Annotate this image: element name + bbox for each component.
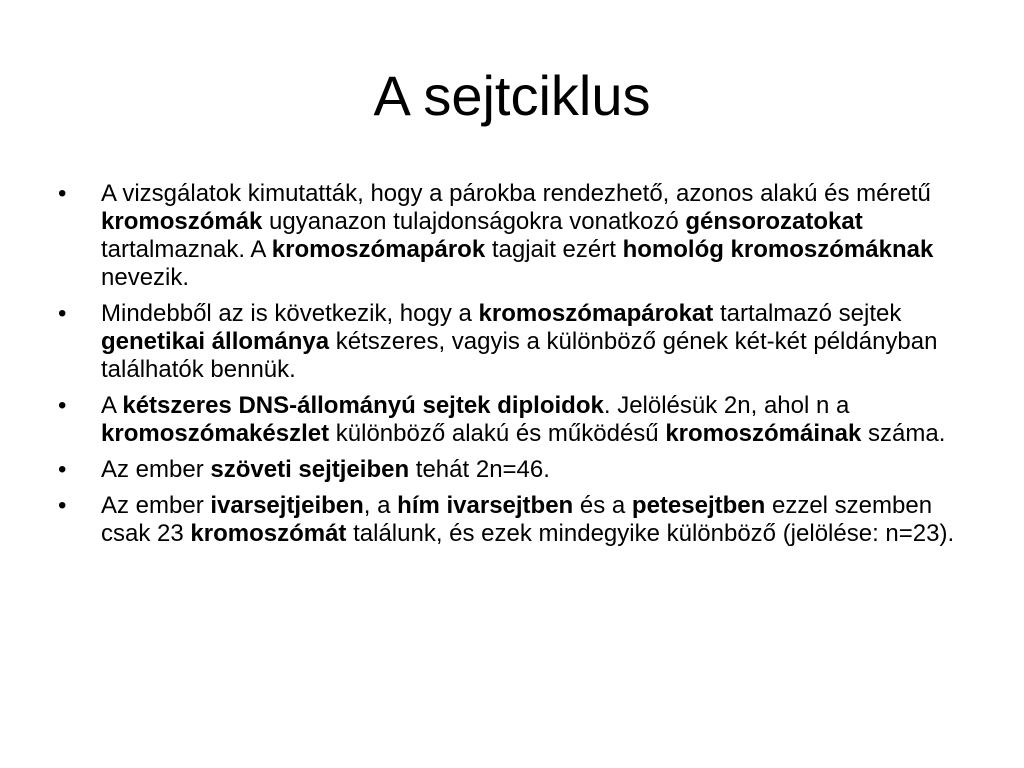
text-segment: tartalmaznak. A <box>101 236 272 263</box>
bold-term: kromoszómák <box>101 208 263 235</box>
bold-term: kétszeres DNS-állományú sejtek diploidok <box>122 392 604 419</box>
text-segment: Az ember <box>101 456 211 483</box>
text-segment: Az ember <box>101 492 211 519</box>
text-segment: A vizsgálatok kimutatták, hogy a párokba rendezhető, azonos alakú és méretű <box>101 180 931 207</box>
bullet-item <box>58 180 970 292</box>
text-segment: száma. <box>861 420 946 447</box>
text-segment: ugyanazon tulajdonságokra vonatkozó <box>262 208 686 235</box>
text-segment: Mindebből az is következik, hogy a <box>101 300 479 327</box>
bold-term: homológ kromoszómáknak <box>622 236 934 263</box>
bold-term: ivarsejtjeiben <box>210 492 364 519</box>
bold-term: kromoszómát <box>190 520 347 547</box>
bullet-marker: • <box>58 492 67 519</box>
bullet-marker: • <box>58 456 67 483</box>
bullet-marker: • <box>58 392 67 419</box>
text-segment: A <box>101 392 123 419</box>
bold-term: petesejtben <box>631 492 766 519</box>
slide-title: A sejtciklus <box>373 64 651 127</box>
bold-term: kromoszómapárokat <box>478 300 714 327</box>
text-segment: kétszeres, vagyis a különböző gének két-két példányban találhatók bennük. <box>101 328 938 383</box>
text-segment: . Jelölésük 2n, ahol n a <box>603 392 850 419</box>
text-segment: nevezik. <box>101 264 190 291</box>
text-segment: tartalmazó sejtek <box>713 300 902 327</box>
bold-term: génsorozatokat <box>685 208 863 235</box>
text-segment: és a <box>573 492 632 519</box>
text-segment: tagjait ezért <box>485 236 623 263</box>
text-segment: különböző alakú és működésű <box>329 420 666 447</box>
text-segment: tehát 2n=46. <box>409 456 550 483</box>
bullet-list <box>58 180 970 556</box>
bold-term: kromoszómáinak <box>665 420 862 447</box>
bold-term: hím ivarsejtben <box>397 492 574 519</box>
bullet-item <box>58 456 970 484</box>
bold-term: kromoszómakészlet <box>101 420 330 447</box>
bullet-item <box>58 492 970 548</box>
text-segment: ezzel szemben csak 23 <box>101 492 933 547</box>
bullet-marker: • <box>58 300 67 327</box>
bold-term: szöveti sejtjeiben <box>210 456 410 483</box>
text-segment: találunk, és ezek mindegyike különböző (jelölése: n=23). <box>346 520 955 547</box>
bold-term: kromoszómapárok <box>271 236 486 263</box>
bullet-item <box>58 300 970 384</box>
bold-term: genetikai állománya <box>101 328 330 355</box>
bullet-item <box>58 392 970 448</box>
bullet-marker: • <box>58 180 67 207</box>
text-segment: , a <box>363 492 398 519</box>
